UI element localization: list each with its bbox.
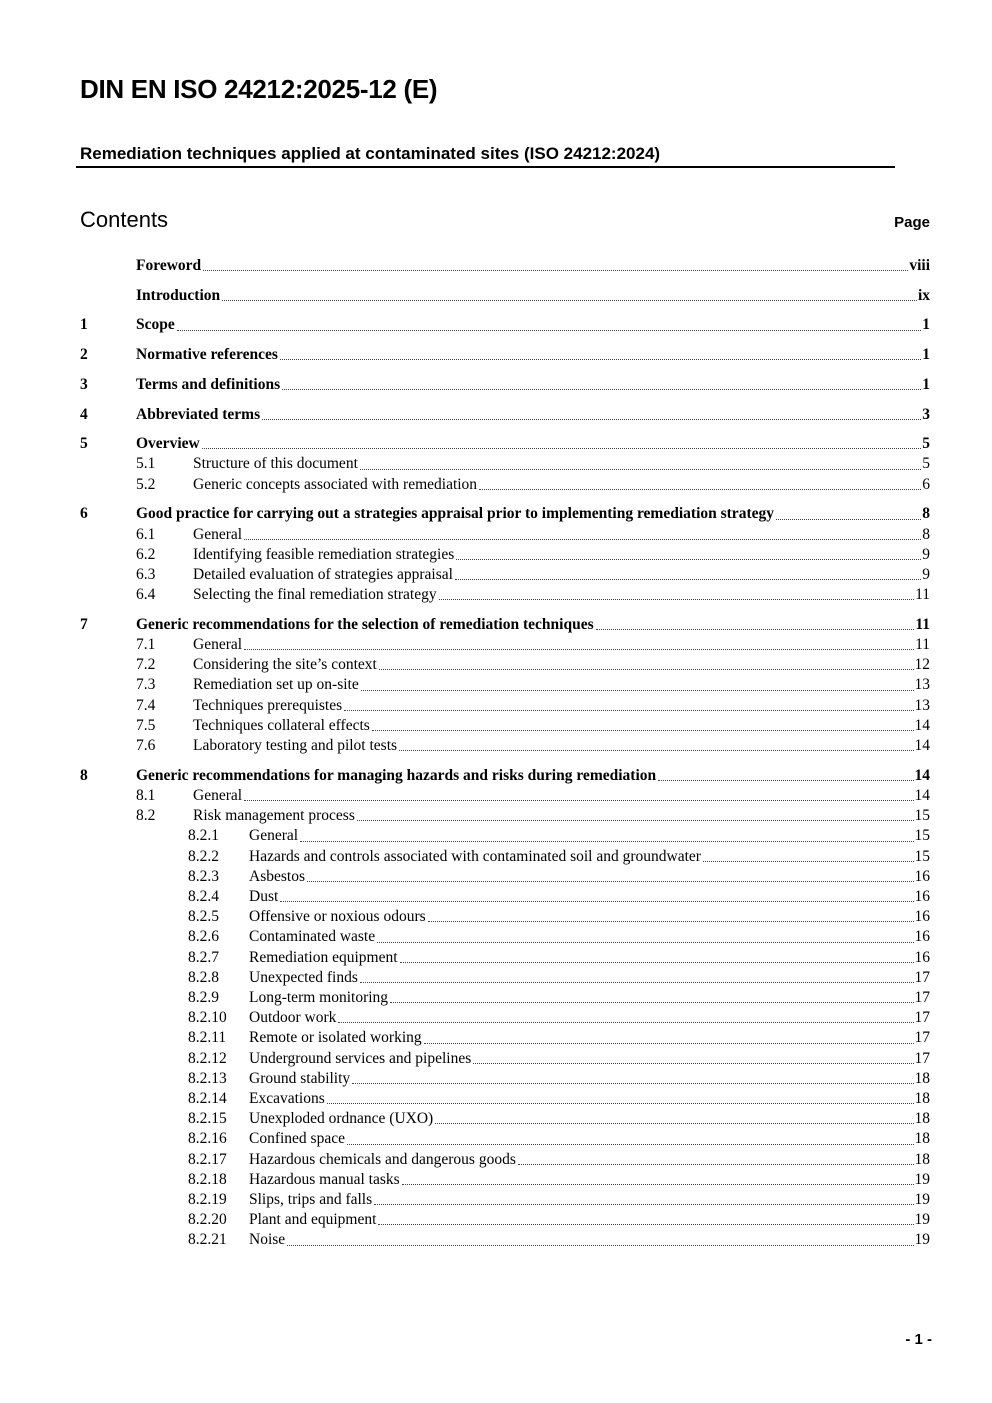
- toc-entry-number: 8.2: [136, 807, 156, 825]
- toc-entry-number: 8.2.2: [188, 847, 219, 865]
- table-of-contents: [80, 256, 930, 1251]
- toc-entry[interactable]: [80, 315, 930, 335]
- toc-entry[interactable]: [80, 988, 930, 1008]
- toc-entry[interactable]: [80, 1109, 930, 1129]
- toc-entry[interactable]: [80, 585, 930, 605]
- toc-entry-title: Considering the site’s context: [193, 656, 377, 674]
- toc-entry-title: Foreword: [136, 257, 202, 274]
- dot-leader: [596, 629, 915, 630]
- toc-entry-page: 11: [915, 615, 930, 633]
- toc-entry[interactable]: [80, 1049, 930, 1069]
- toc-entry-title: Normative references: [136, 346, 278, 364]
- toc-entry-page: 16: [914, 887, 930, 905]
- toc-entry-number: 7.2: [136, 656, 156, 674]
- subtitle-underline: [76, 166, 895, 168]
- dot-leader: [177, 330, 922, 331]
- toc-entry-number: 8.2.20: [188, 1211, 227, 1229]
- document-subtitle: Remediation techniques applied at contaminated sites (ISO 24212:2024): [80, 144, 661, 163]
- toc-entry-title: Long-term monitoring: [249, 989, 389, 1006]
- toc-entry[interactable]: [80, 1150, 930, 1170]
- toc-entry-page: 18: [914, 1090, 930, 1108]
- toc-entry-title: Slips, trips and falls: [249, 1191, 373, 1209]
- toc-entry-number: 7.3: [136, 676, 156, 694]
- toc-entry-number: 8.2.21: [188, 1231, 227, 1249]
- dot-leader: [402, 1184, 914, 1185]
- toc-entry-number: 8.2.9: [188, 989, 219, 1006]
- dot-leader: [300, 841, 913, 842]
- dot-leader: [473, 1063, 913, 1064]
- toc-entry-title: Generic concepts associated with remediation: [193, 475, 478, 493]
- dot-leader: [360, 469, 921, 470]
- toc-entry[interactable]: [80, 405, 930, 425]
- toc-entry[interactable]: [80, 826, 930, 846]
- toc-entry-page: 19: [914, 1211, 930, 1229]
- dot-leader: [372, 730, 914, 731]
- toc-entry[interactable]: [80, 736, 930, 756]
- toc-entry-page: viii: [909, 257, 930, 274]
- toc-entry-title: Terms and definitions: [136, 375, 281, 393]
- toc-entry-page: 19: [914, 1231, 930, 1249]
- toc-entry-page: 5: [922, 435, 930, 453]
- dot-leader: [374, 1204, 913, 1205]
- toc-entry-page: 18: [914, 1110, 930, 1128]
- toc-entry[interactable]: [80, 615, 930, 635]
- dot-leader: [282, 389, 921, 390]
- toc-entry-page: 17: [914, 1029, 930, 1047]
- toc-entry[interactable]: [80, 1028, 930, 1048]
- toc-entry-title: Remote or isolated working: [249, 1029, 422, 1047]
- toc-entry-number: 5.2: [136, 475, 156, 493]
- dot-leader: [518, 1164, 914, 1165]
- contents-heading: Contents: [80, 207, 169, 232]
- toc-entry-page: 14: [914, 737, 930, 755]
- toc-entry[interactable]: [80, 286, 930, 306]
- toc-entry-number: 8.2.11: [188, 1029, 227, 1047]
- toc-entry-number: 7.5: [136, 716, 156, 734]
- toc-entry-number: 6.2: [136, 545, 156, 563]
- toc-entry-page: 1: [922, 375, 930, 393]
- toc-entry-number: 6.4: [136, 586, 156, 604]
- toc-entry[interactable]: [80, 867, 930, 887]
- dot-leader: [424, 1043, 914, 1044]
- toc-entry[interactable]: [80, 675, 930, 695]
- toc-entry-number: 7.1: [136, 636, 156, 654]
- toc-entry-page: 17: [914, 1049, 930, 1067]
- dot-leader: [222, 300, 917, 301]
- toc-entry-title: Identifying feasible remediation strategies: [193, 545, 455, 563]
- toc-entry[interactable]: [80, 716, 930, 736]
- dot-leader: [703, 861, 914, 862]
- toc-entry[interactable]: [80, 1230, 930, 1250]
- toc-entry-title: Overview: [136, 435, 200, 453]
- toc-entry-page: 19: [914, 1170, 930, 1188]
- dot-leader: [428, 921, 914, 922]
- toc-entry-title: Noise: [249, 1231, 286, 1249]
- toc-entry[interactable]: [80, 786, 930, 806]
- toc-entry[interactable]: [80, 1089, 930, 1109]
- toc-entry[interactable]: [80, 927, 930, 947]
- dot-leader: [357, 820, 914, 821]
- toc-entry-title: Confined space: [249, 1130, 345, 1148]
- toc-entry[interactable]: [80, 454, 930, 474]
- toc-entry[interactable]: [80, 948, 930, 968]
- toc-entry-number: 8.2.1: [188, 827, 219, 845]
- toc-entry-title: Hazardous manual tasks: [249, 1170, 400, 1188]
- toc-entry[interactable]: [80, 847, 930, 867]
- toc-entry-title: Laboratory testing and pilot tests: [193, 737, 398, 755]
- toc-entry[interactable]: [80, 1008, 930, 1028]
- toc-entry-number: 8: [80, 766, 88, 784]
- toc-entry-page: 6: [922, 475, 930, 493]
- toc-entry-page: 11: [915, 636, 930, 654]
- toc-entry-page: 19: [914, 1191, 930, 1209]
- toc-entry-number: 5.1: [136, 455, 156, 473]
- toc-entry-number: 7.6: [136, 737, 156, 755]
- toc-entry-page: 9: [922, 545, 930, 563]
- toc-entry-number: 8.2.4: [188, 887, 219, 905]
- toc-entry[interactable]: [80, 907, 930, 927]
- toc-entry[interactable]: [80, 1170, 930, 1190]
- toc-entry-number: 6.1: [136, 525, 156, 543]
- toc-entry[interactable]: [80, 1129, 930, 1149]
- toc-entry-number: 8.2.12: [188, 1049, 227, 1067]
- toc-entry-page: 8: [922, 525, 930, 543]
- toc-entry-title: General: [193, 525, 243, 543]
- dot-leader: [203, 270, 908, 271]
- dot-leader: [338, 1022, 913, 1023]
- dot-leader: [307, 881, 914, 882]
- toc-entry-number: 6.3: [136, 565, 156, 583]
- toc-entry-number: 8.2.3: [188, 867, 219, 885]
- toc-entry-title: Selecting the final remediation strategy: [193, 586, 437, 604]
- toc-entry-title: Techniques prerequistes: [193, 696, 343, 714]
- toc-entry-number: 7.4: [136, 696, 156, 714]
- toc-entry[interactable]: [80, 766, 930, 786]
- toc-entry-page: 18: [914, 1130, 930, 1148]
- toc-entry-number: 8.2.17: [188, 1150, 227, 1168]
- dot-leader: [439, 599, 914, 600]
- toc-entry[interactable]: [80, 1069, 930, 1089]
- toc-entry-title: General: [193, 636, 243, 654]
- toc-entry-page: 9: [922, 565, 930, 583]
- toc-entry-title: Plant and equipment: [249, 1211, 377, 1229]
- toc-entry-number: 8.2.5: [188, 908, 219, 926]
- toc-entry-page: 14: [914, 766, 930, 784]
- toc-entry[interactable]: [80, 504, 930, 524]
- toc-entry-number: 8.2.18: [188, 1170, 227, 1188]
- toc-entry-number: 8.2.10: [188, 1009, 227, 1027]
- toc-entry-page: 5: [922, 455, 930, 473]
- toc-entry-page: 16: [914, 948, 930, 966]
- toc-entry-page: 18: [914, 1069, 930, 1087]
- dot-leader: [399, 750, 913, 751]
- toc-entry-page: 17: [914, 1009, 930, 1027]
- toc-entry[interactable]: [80, 565, 930, 585]
- toc-entry-page: 14: [914, 716, 930, 734]
- toc-entry-number: 1: [80, 316, 88, 334]
- toc-entry-page: 8: [922, 505, 930, 523]
- toc-entry-number: 8.2.13: [188, 1069, 227, 1087]
- toc-entry-number: 8.2.6: [188, 928, 219, 946]
- dot-leader: [379, 669, 914, 670]
- toc-entry-title: Structure of this document: [193, 455, 358, 473]
- toc-entry[interactable]: [80, 345, 930, 365]
- toc-entry-title: Outdoor work: [249, 1009, 337, 1027]
- toc-entry[interactable]: [80, 1210, 930, 1230]
- toc-entry-title: Contaminated waste: [249, 928, 376, 946]
- toc-entry-title: Remediation set up on-site: [193, 676, 359, 694]
- toc-entry-number: 4: [80, 405, 88, 423]
- toc-entry-page: 12: [914, 656, 930, 674]
- toc-entry[interactable]: [80, 525, 930, 545]
- dot-leader: [280, 359, 921, 360]
- toc-entry-title: Offensive or noxious odours: [249, 908, 426, 926]
- toc-entry-number: 8.1: [136, 786, 156, 804]
- dot-leader: [280, 901, 913, 902]
- toc-entry-page: 13: [914, 696, 930, 714]
- dot-leader: [390, 1002, 913, 1003]
- toc-entry[interactable]: [80, 887, 930, 907]
- toc-entry[interactable]: [80, 375, 930, 395]
- dot-leader: [352, 1083, 913, 1084]
- toc-entry-title: Unexploded ordnance (UXO): [249, 1110, 434, 1128]
- toc-entry-title: Unexpected finds: [249, 968, 358, 986]
- dot-leader: [377, 942, 913, 943]
- dot-leader: [327, 1103, 914, 1104]
- toc-entry-number: 3: [80, 375, 88, 393]
- toc-entry-title: Hazardous chemicals and dangerous goods: [249, 1150, 516, 1168]
- page-number: - 1 -: [905, 1331, 932, 1348]
- toc-entry-page: ix: [917, 286, 930, 304]
- dot-leader: [360, 982, 914, 983]
- toc-entry-page: 3: [922, 405, 930, 423]
- toc-entry-title: Hazards and controls associated with contaminated soil and groundwater: [249, 847, 701, 865]
- toc-entry-number: 5: [80, 435, 88, 453]
- toc-entry-title: Techniques collateral effects: [193, 716, 370, 734]
- toc-entry-title: Asbestos: [249, 867, 305, 885]
- dot-leader: [378, 1224, 913, 1225]
- toc-entry-title: Generic recommendations for the selection of remediation techniques: [136, 615, 594, 633]
- toc-entry-page: 15: [914, 847, 930, 865]
- toc-entry-page: 14: [914, 786, 930, 804]
- toc-entry-title: Excavations: [249, 1090, 325, 1108]
- dot-leader: [361, 690, 914, 691]
- toc-entry[interactable]: [80, 635, 930, 655]
- toc-entry-title: Good practice for carrying out a strategies appraisal prior to implementing remediation strategy: [136, 505, 774, 523]
- dot-leader: [244, 800, 913, 801]
- dot-leader: [456, 559, 921, 560]
- document-id: DIN EN ISO 24212:2025-12 (E): [80, 74, 438, 104]
- toc-entry[interactable]: [80, 545, 930, 565]
- toc-entry-title: Detailed evaluation of strategies appraisal: [193, 565, 453, 583]
- dot-leader: [344, 710, 913, 711]
- toc-entry-title: Risk management process: [193, 807, 355, 825]
- toc-entry-number: 2: [80, 346, 88, 364]
- toc-entry-title: Underground services and pipelines: [249, 1049, 472, 1067]
- toc-entry-page: 1: [922, 346, 930, 364]
- dot-leader: [776, 519, 921, 520]
- toc-entry[interactable]: [80, 1190, 930, 1210]
- toc-entry-title: Introduction: [136, 286, 221, 304]
- toc-entry[interactable]: [80, 256, 930, 276]
- toc-entry-title: Abbreviated terms: [136, 405, 261, 423]
- dot-leader: [262, 419, 921, 420]
- toc-entry-number: 8.2.14: [188, 1090, 227, 1108]
- toc-entry-title: Remediation equipment: [249, 948, 398, 966]
- toc-entry-number: 8.2.7: [188, 948, 219, 966]
- toc-entry[interactable]: [80, 434, 930, 454]
- toc-entry-page: 16: [914, 908, 930, 926]
- dot-leader: [202, 448, 922, 449]
- toc-entry-page: 11: [915, 586, 930, 604]
- dot-leader: [244, 539, 921, 540]
- toc-entry[interactable]: [80, 806, 930, 826]
- toc-entry[interactable]: [80, 696, 930, 716]
- toc-entry-page: 15: [914, 807, 930, 825]
- toc-entry-page: 17: [914, 968, 930, 986]
- toc-entry-page: 16: [914, 867, 930, 885]
- page-column-label: Page: [894, 214, 930, 231]
- dot-leader: [347, 1144, 914, 1145]
- toc-entry-title: Scope: [136, 316, 175, 334]
- toc-entry-page: 17: [914, 989, 930, 1006]
- toc-entry-page: 18: [914, 1150, 930, 1168]
- dot-leader: [658, 780, 913, 781]
- toc-entry-page: 13: [914, 676, 930, 694]
- toc-entry[interactable]: [80, 475, 930, 495]
- toc-entry-number: 6: [80, 505, 88, 523]
- toc-entry[interactable]: [80, 968, 930, 988]
- toc-entry-number: 8.2.8: [188, 968, 219, 986]
- dot-leader: [479, 489, 921, 490]
- toc-entry-number: 8.2.19: [188, 1191, 227, 1209]
- toc-entry-number: 8.2.16: [188, 1130, 227, 1148]
- dot-leader: [287, 1245, 913, 1246]
- toc-entry-title: Generic recommendations for managing hazards and risks during remediation: [136, 766, 657, 784]
- toc-entry-page: 15: [914, 827, 930, 845]
- toc-entry-title: Dust: [249, 887, 279, 905]
- toc-entry-title: General: [193, 786, 243, 804]
- toc-entry-page: 1: [922, 316, 930, 334]
- dot-leader: [455, 579, 921, 580]
- toc-entry-page: 16: [914, 928, 930, 946]
- toc-entry-number: 7: [80, 615, 88, 633]
- toc-entry-title: Ground stability: [249, 1069, 351, 1087]
- dot-leader: [400, 962, 914, 963]
- dot-leader: [244, 649, 914, 650]
- toc-entry-number: 8.2.15: [188, 1110, 227, 1128]
- toc-entry-title: General: [249, 827, 299, 845]
- toc-entry[interactable]: [80, 655, 930, 675]
- dot-leader: [435, 1123, 913, 1124]
